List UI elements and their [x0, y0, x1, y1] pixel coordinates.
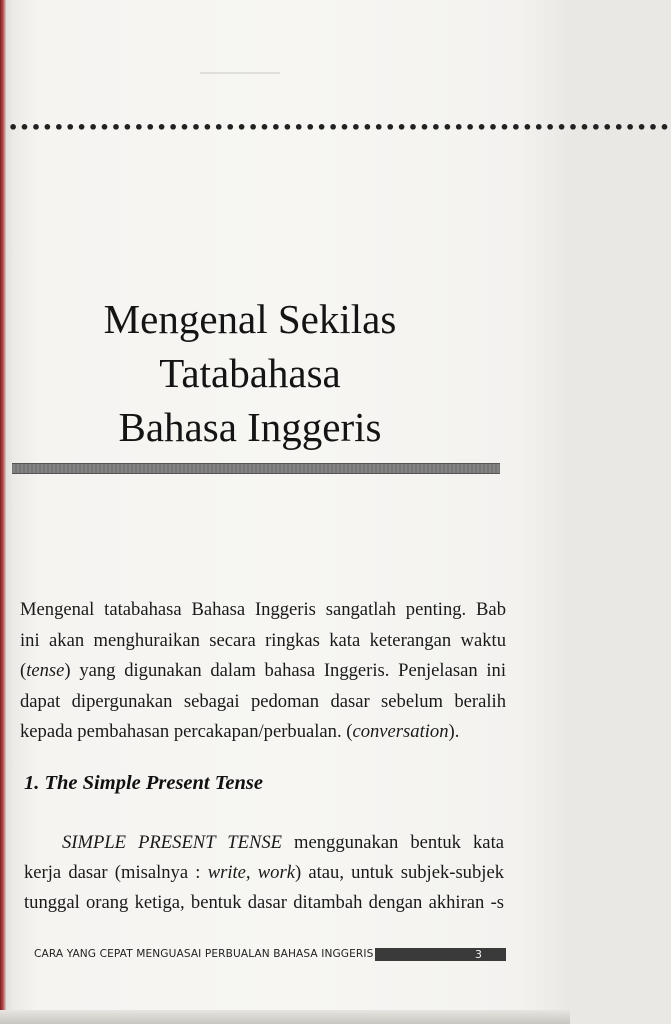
section-line-1-rest: menggunakan bentuk kata — [282, 832, 504, 853]
intro-line-4: dapat dipergunakan sebagai pedoman dasar sebelum beralih — [20, 690, 506, 712]
intro-line-5 — [20, 717, 506, 748]
intro-term-tense: tense — [26, 660, 65, 681]
intro-line-5-text: kepada pembahasan percakapan/perbualan. ( — [20, 721, 353, 742]
section-term-simple-present: SIMPLE PRESENT TENSE — [62, 832, 282, 853]
section-paragraph — [24, 828, 504, 918]
chapter-title — [70, 292, 430, 454]
book-spine-edge — [0, 0, 6, 1024]
faint-show-through-line — [200, 72, 280, 74]
section-line-2 — [24, 858, 504, 888]
page-bottom-edge — [0, 1010, 570, 1024]
dotted-header-rule: •••••••••••••••••••••••••••••••••••••••••••••••••••••••••• — [8, 118, 671, 137]
chapter-title-rule — [12, 463, 500, 474]
intro-line-3-open: ( — [20, 660, 27, 681]
intro-paragraph — [20, 595, 506, 748]
running-title: CARA YANG CEPAT MENGUASAI PERBUALAN BAHASA INGGERIS — [34, 948, 374, 960]
intro-line-3-rest: ) yang digunakan dalam bahasa Inggeris. Penjelasan ini — [64, 660, 506, 681]
chapter-title-line-1: Mengenal Sekilas — [103, 296, 397, 342]
section-line-3: tunggal orang ketiga, bentuk dasar ditambah dengan akhiran -s — [24, 892, 504, 913]
intro-term-conversation: conversation — [352, 721, 449, 742]
intro-line-3 — [20, 656, 506, 687]
chapter-title-line-2: Tatabahasa — [159, 350, 341, 396]
section-line-2-a: kerja dasar (misalnya : — [24, 862, 208, 883]
intro-line-1: Mengenal tatabahasa Bahasa Inggeris sangatlah penting. Bab — [20, 599, 506, 620]
section-term-examples: write, work — [207, 862, 295, 883]
chapter-title-line-3: Bahasa Inggeris — [118, 404, 382, 450]
section-line-2-b: ) atau, untuk subjek-subjek — [294, 862, 504, 883]
section-heading: 1. The Simple Present Tense — [24, 772, 263, 794]
footer-bar — [375, 948, 506, 961]
intro-line-2: ini akan menghuraikan secara ringkas kata keterangan waktu — [20, 629, 506, 651]
page-footer — [34, 946, 506, 962]
page-number: 3 — [475, 947, 482, 961]
intro-line-5-close: ). — [448, 721, 460, 742]
section-line-1 — [24, 828, 504, 858]
